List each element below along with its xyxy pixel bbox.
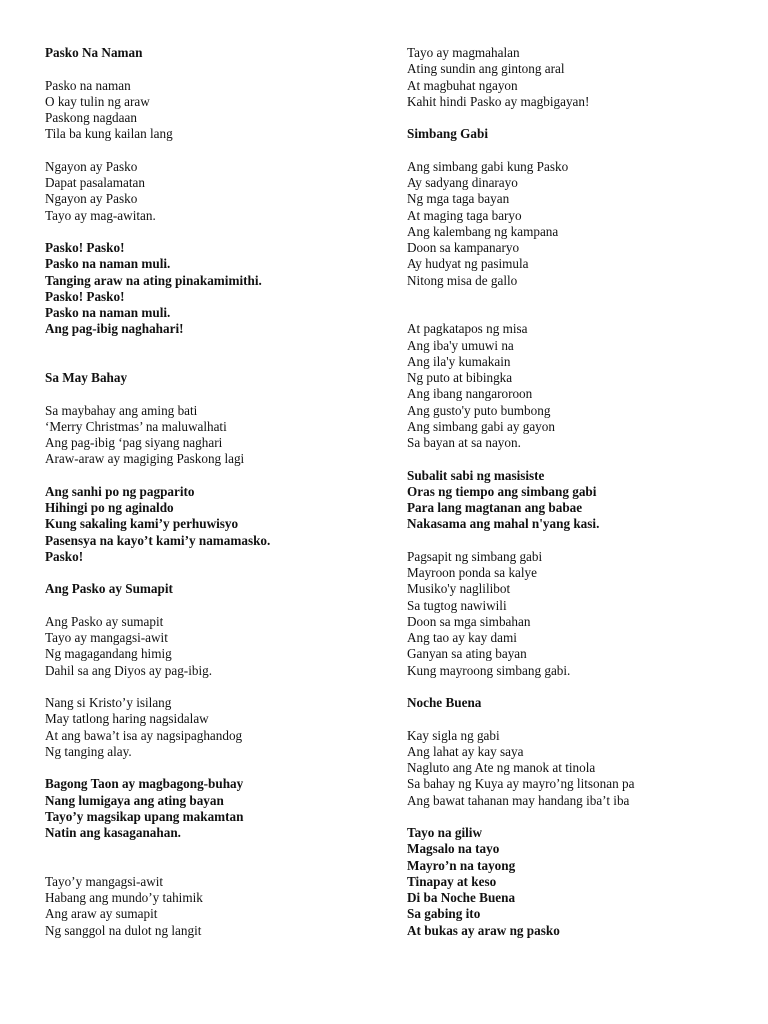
bold-lyric-line: At bukas ay araw ng pasko: [407, 922, 560, 938]
blank-line: [407, 809, 737, 825]
blank-line: [45, 565, 375, 581]
lyric-line: At ang bawa’t isa ay nagsipaghandog: [45, 727, 243, 743]
bold-lyric-line: Pasko! Pasko!: [45, 288, 125, 304]
bold-lyric-line: Nakasama ang mahal n'yang kasi.: [407, 516, 600, 532]
lyric-line: Doon sa mga simbahan: [407, 613, 531, 629]
lyric-line: Doon sa kampanaryo: [407, 240, 520, 255]
lyric-line: Kay sigla ng gabi: [407, 727, 500, 743]
lyric-line: Ang lahat ay kay saya: [407, 743, 524, 759]
lyric-line: Ng sanggol na dulot ng langit: [45, 922, 202, 938]
lyric-line: Kahit hindi Pasko ay magbigayan!: [407, 93, 590, 109]
blank-line: [45, 598, 375, 614]
lyric-line: Ngayon ay Pasko: [45, 191, 138, 207]
bold-lyric-line: Sa May Bahay: [45, 370, 128, 385]
bold-lyric-line: Sa gabing ito: [407, 906, 481, 922]
blank-line: [407, 451, 737, 467]
blank-line: [45, 858, 375, 874]
lyric-line: Ang bawat tahanan may handang iba’t iba: [407, 792, 630, 808]
lyric-line: O kay tulin ng araw: [45, 93, 150, 109]
lyric-line: Sa tugtog nawiwili: [407, 597, 507, 613]
lyric-line: At maging taga baryo: [407, 207, 522, 223]
bold-lyric-line: Pasko! Pasko!: [45, 240, 125, 255]
bold-lyric-line: Hihingi po ng aginaldo: [45, 500, 174, 515]
lyric-line: Tila ba kung kailan lang: [45, 126, 173, 142]
lyric-line: ‘Merry Christmas’ na maluwalhati: [45, 418, 227, 434]
lyric-line: Nitong misa de gallo: [407, 272, 518, 288]
lyric-line: Dapat pasalamatan: [45, 175, 145, 190]
bold-lyric-line: Magsalo na tayo: [407, 841, 500, 857]
lyric-line: Ay sadyang dinarayo: [407, 175, 518, 190]
bold-lyric-line: Ang pag-ibig naghahari!: [45, 321, 184, 337]
lyric-line: Ang Pasko ay sumapit: [45, 613, 164, 629]
blank-line: [45, 679, 375, 695]
lyric-line: Ating sundin ang gintong aral: [407, 61, 565, 77]
bold-lyric-line: Simbang Gabi: [407, 126, 488, 142]
blank-line: [407, 305, 737, 321]
lyric-line: Ang simbang gabi kung Pasko: [407, 158, 569, 174]
blank-line: [45, 841, 375, 857]
lyric-line: Tayo ay mag-awitan.: [45, 207, 156, 223]
lyric-line: At pagkatapos ng misa: [407, 321, 528, 337]
lyric-line: Nagluto ang Ate ng manok at tinola: [407, 760, 596, 775]
lyric-line: Ng puto at bibingka: [407, 370, 513, 385]
blank-line: [407, 711, 737, 727]
blank-line: [407, 289, 737, 305]
bold-lyric-line: Tayo na giliw: [407, 825, 482, 840]
lyric-line: Pagsapit ng simbang gabi: [407, 548, 543, 564]
lyric-line: Ang araw ay sumapit: [45, 906, 158, 922]
lyric-line: Tayo’y mangagsi-awit: [45, 873, 164, 889]
blank-line: [407, 143, 737, 159]
lyric-line: Habang ang mundo’y tahimik: [45, 890, 203, 905]
right-column: [407, 45, 737, 939]
lyric-line: Ang tao ay kay dami: [407, 630, 517, 645]
lyric-line: Kung mayroong simbang gabi.: [407, 662, 571, 678]
lyric-line: Ng mga taga bayan: [407, 191, 510, 207]
blank-line: [407, 679, 737, 695]
bold-lyric-line: Pasensya na kayo’t kami’y namamasko.: [45, 532, 271, 548]
bold-lyric-line: Tinapay at keso: [407, 873, 497, 889]
bold-lyric-line: Ang Pasko ay Sumapit: [45, 581, 173, 597]
bold-lyric-line: Para lang magtanan ang babae: [407, 500, 583, 515]
lyric-line: Sa bayan at sa nayon.: [407, 435, 521, 450]
bold-lyric-line: Ang sanhi po ng pagparito: [45, 483, 195, 499]
bold-lyric-line: Subalit sabi ng masisiste: [407, 467, 545, 483]
lyric-line: Dahil sa ang Diyos ay pag-ibig.: [45, 662, 213, 678]
lyric-line: Paskong nagdaan: [45, 110, 137, 125]
bold-lyric-line: Bagong Taon ay magbagong-buhay: [45, 776, 244, 792]
bold-lyric-line: Tanging araw na ating pinakamimithi.: [45, 272, 262, 288]
lyric-line: Ang kalembang ng kampana: [407, 223, 559, 239]
lyric-line: Ngayon ay Pasko: [45, 158, 138, 174]
blank-line: [45, 61, 375, 77]
bold-lyric-line: Mayro’n na tayong: [407, 857, 516, 873]
lyric-line: Ang ibang nangaroroon: [407, 386, 533, 402]
lyric-line: Pasko na naman: [45, 77, 131, 93]
lyric-line: Ng magagandang himig: [45, 646, 172, 662]
bold-lyric-line: Di ba Noche Buena: [407, 890, 516, 905]
blank-line: [45, 143, 375, 159]
lyric-line: At magbuhat ngayon: [407, 77, 518, 93]
blank-line: [45, 386, 375, 402]
blank-line: [45, 760, 375, 776]
blank-line: [45, 468, 375, 484]
lyric-line: Tayo ay mangagsi-awit: [45, 630, 168, 645]
lyric-line: Ganyan sa ating bayan: [407, 646, 527, 662]
lyric-line: Ang ila'y kumakain: [407, 353, 511, 369]
lyric-line: Nang si Kristo’y isilang: [45, 695, 172, 710]
lyric-line: Araw-araw ay magiging Paskong lagi: [45, 451, 245, 467]
blank-line: [45, 338, 375, 354]
bold-lyric-line: Pasko na naman muli.: [45, 305, 171, 320]
left-column: [45, 45, 375, 939]
bold-lyric-line: Noche Buena: [407, 695, 482, 710]
lyric-line: Ang simbang gabi ay gayon: [407, 418, 555, 434]
lyric-line: May tatlong haring nagsidalaw: [45, 711, 209, 727]
lyric-line: Tayo ay magmahalan: [407, 45, 520, 60]
bold-lyric-line: Tayo’y magsikap upang makamtan: [45, 808, 244, 824]
blank-line: [407, 110, 737, 126]
bold-lyric-line: Pasko Na Naman: [45, 45, 143, 60]
blank-line: [45, 224, 375, 240]
bold-lyric-line: Pasko na naman muli.: [45, 256, 171, 272]
blank-line: [407, 533, 737, 549]
blank-line: [45, 354, 375, 370]
bold-lyric-line: Kung sakaling kami’y perhuwisyo: [45, 516, 239, 532]
lyric-line: Mayroon ponda sa kalye: [407, 565, 538, 580]
lyric-line: Sa bahay ng Kuya ay mayro’ng litsonan pa: [407, 776, 635, 792]
lyric-line: Ng tanging alay.: [45, 743, 132, 759]
bold-lyric-line: Natin ang kasaganahan.: [45, 825, 181, 840]
lyric-line: Musiko'y naglilibot: [407, 581, 511, 597]
lyric-line: Sa maybahay ang aming bati: [45, 402, 198, 418]
lyric-line: Ang gusto'y puto bumbong: [407, 402, 551, 418]
bold-lyric-line: Pasko!: [45, 548, 84, 564]
bold-lyric-line: Nang lumigaya ang ating bayan: [45, 792, 224, 808]
lyric-line: Ang iba'y umuwi na: [407, 337, 514, 353]
lyric-line: Ang pag-ibig ‘pag siyang naghari: [45, 435, 223, 450]
lyric-line: Ay hudyat ng pasimula: [407, 256, 529, 272]
bold-lyric-line: Oras ng tiempo ang simbang gabi: [407, 483, 597, 499]
